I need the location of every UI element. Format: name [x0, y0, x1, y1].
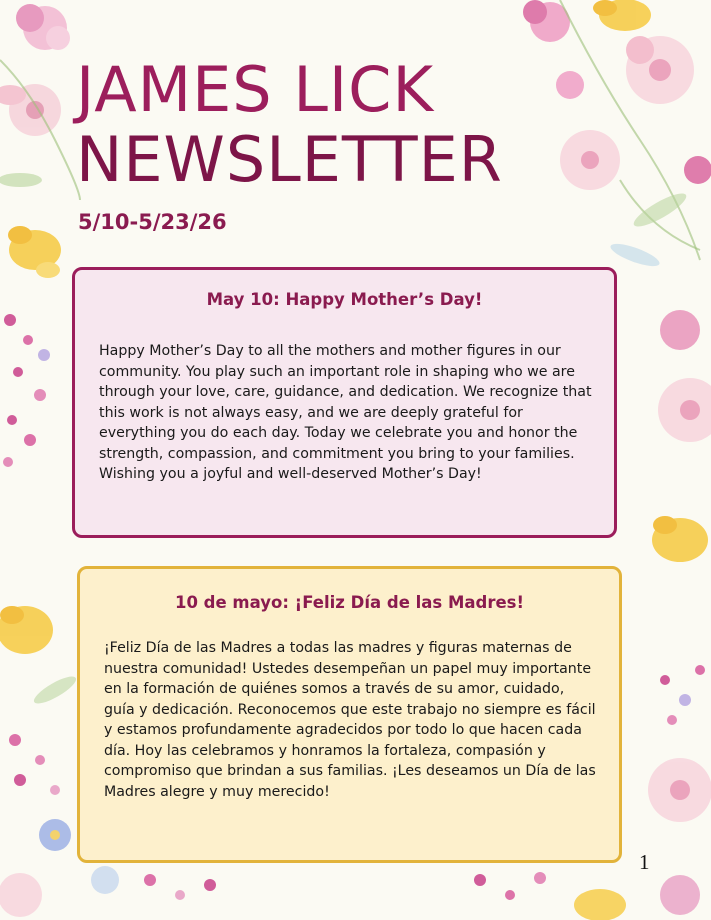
english-card-body: Happy Mother’s Day to all the mothers and mother figures in our community. You play such an important role in shaping who we are through your love, care, guidance, and dedication. We recognize that this work is not always easy, and we are deeply grateful for everything you do each day. Today we celebrate you and honor the strength, compassion, and commitment you bring to your families. Wishing you a joyful and well-deserved Mother’s Day! [99, 343, 592, 482]
berry-cluster-icon [144, 872, 546, 900]
blue-flower-icon [39, 819, 71, 851]
pink-flower-icon [523, 0, 570, 42]
yellow-flower-icon [593, 0, 651, 31]
english-mothers-day-card [72, 267, 617, 538]
yellow-flower-icon [0, 606, 53, 654]
spanish-card-body: ¡Feliz Día de las Madres a todas las madres y figuras maternas de nuestra comunidad! Ustedes desempeñan un papel muy importante en la formación de quiénes somos a través de su amor, cuidado, guía y dedicación. Reconocemos que este trabajo no siempre es fácil y estamos profundamente agradecidos por todo lo que hacen cada día. Hoy las celebramos y honramos la fortaleza, compasión y compromiso que brindan a sus familias. ¡Les deseamos un Día de las Madres alegre y muy merecido! [104, 640, 596, 800]
pink-flower-icon [658, 310, 711, 442]
pink-flower-icon [660, 875, 700, 915]
pink-flower-icon [0, 84, 61, 136]
pink-flower-icon [556, 71, 711, 184]
pink-flower-icon [0, 866, 119, 917]
pink-flower-icon [560, 130, 620, 190]
berry-cluster-icon [3, 314, 50, 467]
english-card-heading: May 10: Happy Mother’s Day! [206, 290, 483, 309]
berry-cluster-icon [660, 665, 705, 725]
title-line-2: NEWSLETTER [76, 123, 503, 196]
pink-flower-icon [648, 758, 711, 822]
pink-flower-icon [16, 4, 70, 50]
pink-flower-icon [626, 36, 694, 104]
spanish-mothers-day-card [77, 566, 622, 863]
yellow-flower-icon [574, 889, 626, 920]
yellow-flower-icon [8, 226, 61, 278]
title-line-1: JAMES LICK [76, 53, 435, 126]
date-range: 5/10-5/23/26 [78, 210, 227, 234]
berry-cluster-icon [9, 734, 60, 795]
yellow-flower-icon [652, 516, 708, 562]
page-number: 1 [639, 850, 650, 874]
spanish-card-heading: 10 de mayo: ¡Feliz Día de las Madres! [174, 593, 525, 612]
newsletter-title [76, 55, 503, 195]
